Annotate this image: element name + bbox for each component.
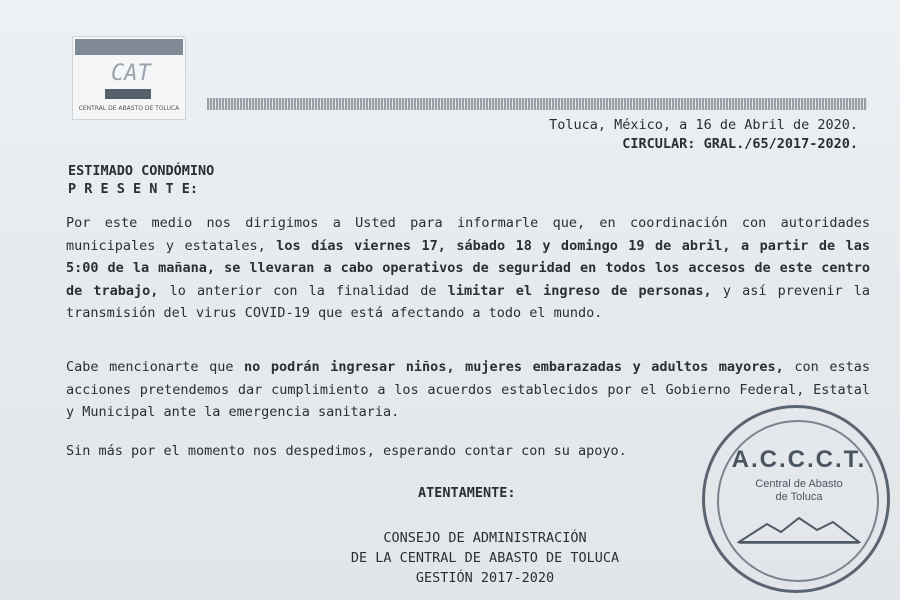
header-rule <box>207 98 867 110</box>
seal-title: A.C.C.C.T. <box>731 446 867 473</box>
p2-intro: Cabe mencionarte que <box>66 359 234 375</box>
place-date: Toluca, México, a 16 de Abril de 2020. <box>549 117 858 133</box>
paragraph-3: Sin más por el momento nos despedimos, esperando contar con su apoyo. <box>66 443 627 459</box>
logo-caption: CENTRAL DE ABASTO DE TOLUCA <box>78 105 180 112</box>
logo-mark: CAT <box>111 61 151 86</box>
addressee: ESTIMADO CONDÓMINO <box>68 163 215 179</box>
signature-line-1: CONSEJO DE ADMINISTRACIÓN <box>383 530 587 546</box>
presente: P R E S E N T E: <box>68 181 199 197</box>
p1-covid: y así prevenir la transmisión del virus COVID-19 que está afectando a todo el mundo. <box>66 282 870 321</box>
mountain-icon <box>737 512 861 546</box>
p1-limit: limitar el ingreso de personas, <box>447 282 712 299</box>
circular-reference <box>622 133 858 155</box>
signature-line-2: DE LA CENTRAL DE ABASTO DE TOLUCA <box>350 550 620 566</box>
p2-compliance: con estas acciones pretendemos dar cumplimiento a los acuerdos establecidos por el Gobierno Federal, Estatal y Municipal ante la emergencia sanitaria. <box>66 359 870 420</box>
paragraph-1 <box>66 212 870 325</box>
logo-band <box>75 39 183 55</box>
seal-subtitle-1: Central de Abasto <box>755 478 843 490</box>
p1-purpose: lo anterior con la finalidad de <box>169 282 437 299</box>
circular-value: GRAL./65/2017-2020. <box>703 136 858 152</box>
seal-subtitle-2: de Toluca <box>775 491 823 503</box>
circular-label: CIRCULAR: <box>622 136 696 152</box>
seal-subtitle <box>705 478 893 504</box>
p2-restriction: no podrán ingresar niños, mujeres embarazadas y adultos mayores, <box>244 359 784 375</box>
paragraph-2 <box>66 356 870 424</box>
atentamente: ATENTAMENTE: <box>418 485 516 501</box>
p1-dates: los días viernes 17, sábado 18 y domingo 19 de abril, a partir de las 5:00 de la mañana, se llevaran a cabo operativos de seguridad en todos los accesos de este centro de trabajo, <box>66 237 870 299</box>
official-seal <box>702 405 890 593</box>
organization-logo <box>72 36 186 120</box>
signature-line-3: GESTIÓN 2017-2020 <box>415 570 555 586</box>
p1-intro: Por este medio nos dirigimos a Usted para informarle que, en coordinación con autoridades municipales y estatales, <box>66 215 870 254</box>
logo-building <box>105 89 151 99</box>
